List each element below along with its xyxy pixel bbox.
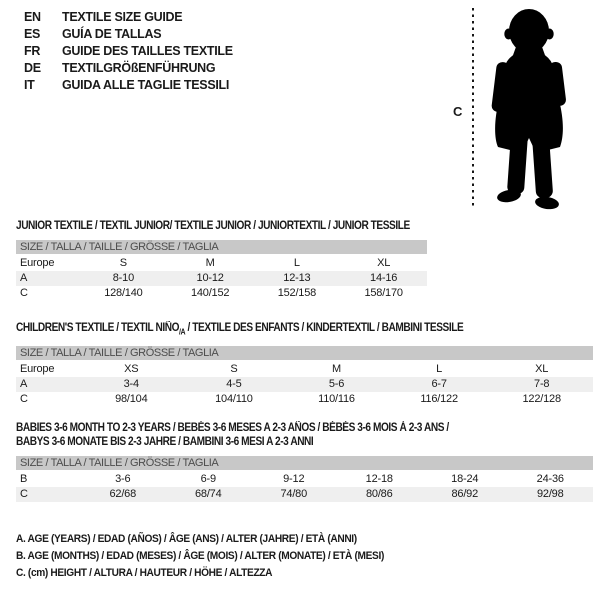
language-row [24, 9, 233, 26]
language-code: FR [24, 44, 41, 58]
table-title-line [16, 435, 524, 449]
table-title [16, 321, 524, 339]
size-cell: 158/170 [364, 287, 403, 299]
row-label: A [20, 272, 28, 284]
language-code: DE [24, 61, 41, 75]
size-cell: L [436, 363, 443, 376]
size-cell: M [332, 363, 341, 376]
size-cell: 9-12 [283, 473, 305, 485]
size-header-bar: SIZE / TALLA / TAILLE / GRÖSSE / TAGLIA [16, 240, 427, 254]
size-cell: M [205, 257, 215, 269]
size-cell: 92/98 [536, 488, 564, 500]
table-row [16, 377, 593, 392]
table-section-babies [16, 421, 593, 502]
size-cell: 8-10 [112, 272, 134, 284]
size-cell: 12-18 [365, 473, 393, 485]
language-title: TEXTILGRÖßENFÜHRUNG [62, 61, 216, 75]
size-cell: 152/158 [277, 287, 317, 299]
size-cell: 24-36 [536, 473, 564, 485]
language-code: IT [24, 78, 35, 92]
table-row [16, 286, 427, 301]
size-cell: 128/140 [104, 287, 143, 299]
size-cell: 122/128 [522, 393, 561, 406]
size-cell: 6-9 [200, 473, 216, 485]
table-title-line [16, 219, 410, 233]
table-row [16, 472, 593, 487]
size-header-bar: SIZE / TALLA / TAILLE / GRÖSSE / TAGLIA [16, 346, 593, 360]
language-row [24, 60, 233, 77]
table-title [16, 219, 410, 233]
size-cell: 14-16 [370, 272, 398, 284]
table-title-line [16, 421, 524, 435]
footnote-line: A. AGE (YEARS) / EDAD (AÑOS) / ÂGE (ANS) / ALTER (JAHRE) / ETÀ (ANNI) [16, 533, 357, 545]
size-cell: 18-24 [451, 473, 479, 485]
language-row [24, 26, 233, 43]
size-cell: 3-4 [123, 378, 139, 391]
row-label: B [20, 473, 28, 485]
footnote-line: B. AGE (MONTHS) / EDAD (MESES) / ÂGE (MOIS) / ALTER (MONATE) / ETÀ (MESI) [16, 550, 384, 562]
size-cell: XL [535, 363, 549, 376]
language-row [24, 77, 233, 94]
size-cell: 3-6 [115, 473, 131, 485]
table-title-line [16, 321, 524, 339]
size-cell: 98/104 [115, 393, 148, 406]
row-label: C [20, 393, 28, 406]
size-cell: 80/86 [365, 488, 393, 500]
table-section-junior [16, 219, 427, 301]
table-title-segment: JUNIOR TEXTILE / TEXTIL JUNIOR/ TEXTILE JUNIOR / JUNIORTEXTIL / JUNIOR TESSILE [16, 220, 410, 232]
table-title-segment: / TEXTILE DES ENFANTS / KINDERTEXTIL / BAMBINI TESSILE [185, 322, 464, 334]
size-cell: 86/92 [451, 488, 479, 500]
table-section-children [16, 321, 593, 407]
size-cell: 74/80 [280, 488, 308, 500]
row-label: Europe [20, 363, 55, 376]
size-cell: 12-13 [283, 272, 311, 284]
row-label: C [20, 488, 28, 500]
size-cell: L [293, 257, 300, 269]
table-row [16, 256, 427, 271]
footnote-line: C. (cm) HEIGHT / ALTURA / HAUTEUR / HÖHE / ALTEZZA [16, 567, 273, 579]
language-row [24, 43, 233, 60]
language-title-list [24, 9, 233, 94]
size-cell: 110/116 [318, 393, 355, 406]
table-row [16, 271, 427, 286]
table-row [16, 362, 593, 377]
language-code: EN [24, 10, 41, 24]
language-code: ES [24, 27, 41, 41]
baby-silhouette-icon [482, 6, 580, 212]
table-title-segment: /A [179, 327, 186, 337]
table-row [16, 392, 593, 407]
size-cell: XS [124, 363, 139, 376]
table-title-segment: BABYS 3-6 MONATE BIS 2-3 JAHRE / BAMBINI 3-6 MESI A 2-3 ANNI [16, 436, 314, 448]
size-cell: 140/152 [190, 287, 230, 299]
height-marker-label: C [453, 104, 463, 119]
size-cell: 7-8 [534, 378, 550, 391]
row-label: Europe [20, 257, 55, 269]
size-header-bar: SIZE / TALLA / TAILLE / GRÖSSE / TAGLIA [16, 456, 593, 470]
language-title: TEXTILE SIZE GUIDE [62, 10, 183, 24]
size-cell: 104/110 [215, 393, 253, 406]
table-title-segment: BABIES 3-6 MONTH TO 2-3 YEARS / BEBÉS 3-6 MESES A 2-3 AÑOS / BÉBÉS 3-6 MOIS À 2-3 ANS / [16, 422, 449, 434]
height-measure-dotted-line [472, 8, 474, 209]
size-cell: 62/68 [109, 488, 137, 500]
size-cell: 4-5 [226, 378, 242, 391]
size-cell: 116/122 [420, 393, 458, 406]
language-title: GUIDE DES TAILLES TEXTILE [62, 44, 233, 58]
size-cell: 5-6 [328, 378, 345, 391]
row-label: A [20, 378, 28, 391]
row-label: C [20, 287, 28, 299]
size-cell: S [230, 363, 238, 376]
table-title [16, 421, 524, 449]
footnote-list [16, 531, 425, 582]
size-cell: 6-7 [431, 378, 447, 391]
size-cell: XL [377, 257, 391, 269]
size-cell: 68/74 [194, 488, 222, 500]
language-title: GUÍA DE TALLAS [62, 27, 162, 41]
size-cell: 10-12 [196, 272, 224, 284]
size-cell: S [119, 257, 127, 269]
table-row [16, 487, 593, 502]
language-title: GUIDA ALLE TAGLIE TESSILI [62, 78, 230, 92]
table-title-segment: CHILDREN'S TEXTILE / TEXTIL NIÑO [16, 322, 180, 334]
